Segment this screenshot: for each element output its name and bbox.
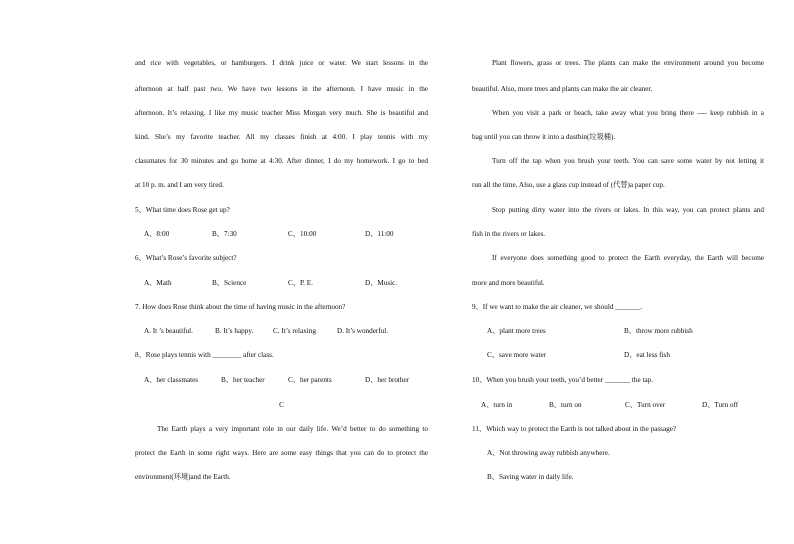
option-c[interactable]: C、P. E. xyxy=(288,279,313,287)
passage-line: afternoon at half past two. We have two lessons in the afternoon. I have music in the xyxy=(135,85,428,93)
question-stem: 9、If we want to make the air cleaner, we should _______. xyxy=(472,303,643,311)
question-stem: 10、When you brush your teeth, you’d better _______ the tap. xyxy=(472,376,654,384)
option-d[interactable]: D. It’s wonderful. xyxy=(337,327,389,335)
option-a[interactable]: A、plant more trees xyxy=(487,327,546,335)
option-b[interactable]: B、Science xyxy=(212,279,247,287)
passage-line: fish in the rivers or lakes. xyxy=(472,230,546,238)
option-b[interactable]: B、7:30 xyxy=(212,230,237,238)
question-stem: 8、Rose plays tennis with ________ after class. xyxy=(135,351,274,359)
option-c[interactable]: C、Turn over xyxy=(625,401,666,409)
passage-line: beautiful. Also, more trees and plants can make the air cleaner. xyxy=(472,85,653,93)
option-c[interactable]: C、her parents xyxy=(288,376,332,384)
passage-line: run all the time. Also, use a glass cup instead of (代替)a paper cup. xyxy=(472,181,665,189)
section-label: C xyxy=(279,401,284,409)
passage-line: Stop putting dirty water into the rivers or lakes. In this way, you can protect plants and xyxy=(492,206,764,214)
passage-line: bag until you can throw it into a dustbin(垃圾桶). xyxy=(472,133,616,141)
passage-line: If everyone does something good to protect the Earth everyday, the Earth will become xyxy=(492,254,764,262)
passage-line: The Earth plays a very important role in our daily life. We’d better to do something to xyxy=(157,425,428,433)
option-a[interactable]: A、8:00 xyxy=(144,230,170,238)
option-d[interactable]: D、Music. xyxy=(365,279,398,287)
passage-line: more and more beautiful. xyxy=(472,279,545,287)
option-a[interactable]: A、Not throwing away rubbish anywhere. xyxy=(487,449,610,457)
option-d[interactable]: D、eat less fish xyxy=(624,351,670,359)
passage-line: at 10 p. m. and I am very tired. xyxy=(135,181,224,189)
option-c[interactable]: C. It’s relaxing xyxy=(273,327,316,335)
option-a[interactable]: A、Math xyxy=(144,279,172,287)
option-b[interactable]: B、throw more rubbish xyxy=(624,327,693,335)
question-stem: 6、What’s Rose’s favorite subject? xyxy=(135,254,237,262)
option-a[interactable]: A、turn in xyxy=(481,401,513,409)
option-a[interactable]: A. It ’s beautiful. xyxy=(144,327,193,335)
option-b[interactable]: B、Saving water in daily life. xyxy=(487,473,574,481)
option-d[interactable]: D、Turn off xyxy=(702,401,739,409)
option-a[interactable]: A、her classmates xyxy=(144,376,199,384)
option-d[interactable]: D、her brother xyxy=(365,376,410,384)
option-d[interactable]: D、11:00 xyxy=(365,230,394,238)
passage-line: classmates for 30 minutes and go home at 4:30. After dinner, I do my homework. I go to bed xyxy=(135,157,428,165)
option-b[interactable]: B、her teacher xyxy=(221,376,265,384)
question-stem: 7. How does Rose think about the time of having music in the afternoon? xyxy=(135,303,346,311)
option-c[interactable]: C、10:00 xyxy=(288,230,317,238)
option-b[interactable]: B. It’s happy. xyxy=(215,327,254,335)
passage-line: protect the Earth in some right ways. Here are some easy things that you can do to protect the xyxy=(135,449,428,457)
option-b[interactable]: B、turn on xyxy=(549,401,582,409)
passage-line: environment(环境)and the Earth. xyxy=(135,473,231,481)
passage-line: afternoon. It’s relaxing. I like my music teacher Miss Morgan very much. She is beautiful and xyxy=(135,109,428,117)
passage-line: When you visit a park or beach, take away what you bring there ---- keep rubbish in a xyxy=(492,109,764,117)
passage-line: and rice with vegetables, or hamburgers. I drink juice or water. We start lessons in the xyxy=(135,59,428,67)
question-stem: 11、Which way to protect the Earth is not talked about in the passage? xyxy=(472,425,677,433)
passage-line: Turn off the tap when you brush your teeth. You can save some water by not letting it xyxy=(492,157,764,165)
passage-line: Plant flowers, grass or trees. The plants can make the environment around you become xyxy=(492,59,764,67)
question-stem: 5、What time does Rose get up? xyxy=(135,206,230,214)
option-c[interactable]: C、save more water xyxy=(487,351,547,359)
passage-line: kind. She’s my favorite teacher. All my classes finish at 4:00. I play tennis with my xyxy=(135,133,428,141)
